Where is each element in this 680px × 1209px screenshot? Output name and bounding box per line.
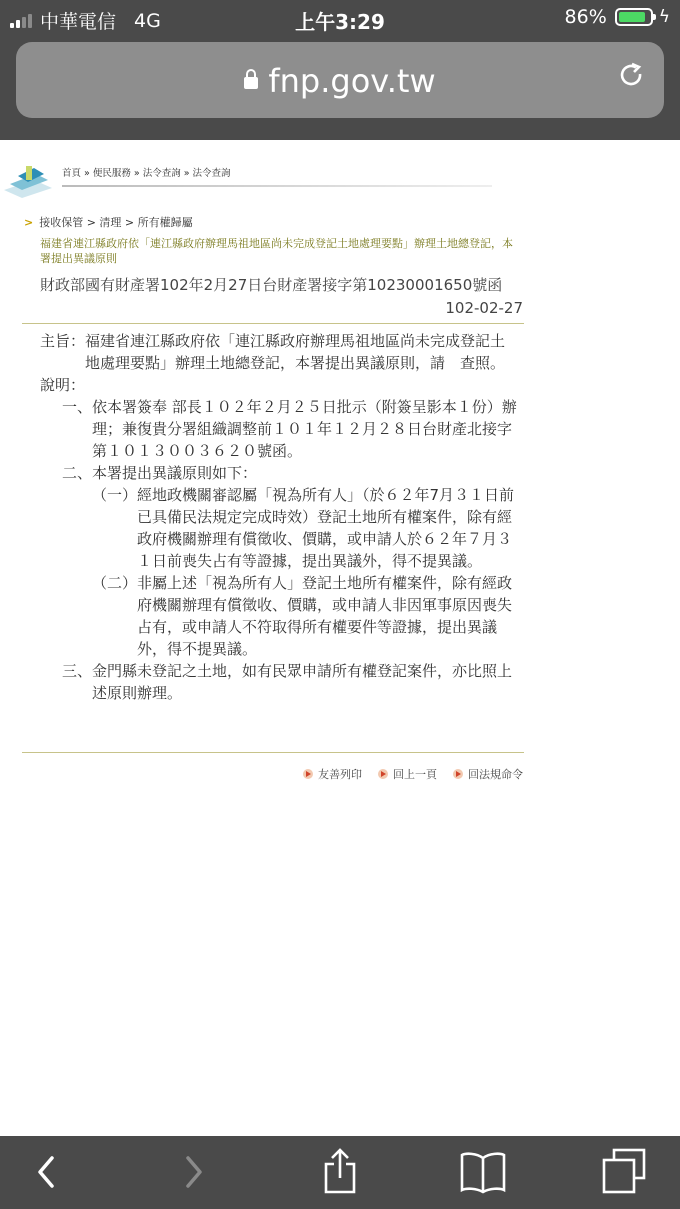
print-link-label: 友善列印 [318, 768, 362, 781]
url-display[interactable] [16, 62, 664, 100]
item-1 [40, 396, 520, 462]
explain-label: 說明： [40, 376, 86, 394]
item-number: 三、 [62, 662, 93, 680]
subject-row [40, 330, 520, 374]
return-link-label: 回法規命令 [468, 768, 523, 781]
bullet-icon [453, 769, 463, 779]
breadcrumb-text[interactable]: 接收保管 > 清理 > 所有權歸屬 [39, 216, 193, 229]
share-icon[interactable] [318, 1136, 362, 1209]
item-3 [40, 660, 520, 704]
browser-header [0, 36, 680, 140]
sub-item-text: 經地政機關審認屬「視為所有人」（於６２年7月３１日前已具備民法規定完成時效）登記土地所有權案件，除有經政府機關辦理有償徵收、價購，或申請人於６２年７月３１日前喪失占有等證據，提出異議外，得不提異議。 [137, 486, 515, 570]
sub-item-number: （一） [92, 486, 138, 504]
bullet-icon [378, 769, 388, 779]
item-number: 二、 [62, 464, 93, 482]
subject-label: 主旨： [40, 332, 86, 350]
document-date: 102-02-27 [445, 299, 523, 317]
footer-links [303, 766, 523, 782]
tabs-icon[interactable] [598, 1136, 650, 1209]
page-title: 福建省連江縣政府依「連江縣政府辦理馬祖地區尚未完成登記土地處理要點」辦理土地總登記，本署提出異議原則 [40, 237, 513, 265]
item-text: 金門縣未登記之土地，如有民眾申請所有權登記案件，亦比照上述原則辦理。 [92, 662, 513, 702]
charging-icon: ϟ [658, 7, 670, 27]
lock-icon [244, 77, 258, 89]
status-right [565, 6, 670, 28]
arrow-icon: > [24, 216, 34, 229]
clock: 上午3:29 [295, 10, 385, 34]
document-body [40, 330, 520, 704]
item-number: 一、 [62, 398, 93, 416]
book-icon[interactable] [458, 1136, 508, 1209]
back-link[interactable] [378, 766, 437, 782]
battery-icon [615, 8, 653, 26]
return-link[interactable] [453, 766, 523, 782]
print-link[interactable] [303, 766, 362, 782]
divider-bottom [22, 752, 524, 753]
chevron-right-icon[interactable] [176, 1136, 212, 1209]
url-text: fnp.gov.tw [268, 62, 436, 100]
item-2 [40, 462, 520, 484]
chevron-left-icon[interactable] [28, 1136, 64, 1209]
divider-top [22, 323, 524, 324]
battery-percent: 86% [564, 6, 607, 28]
subject-text: 福建省連江縣政府依「連江縣政府辦理馬祖地區尚未完成登記土地處理要點」辦理土地總登記，本署提出異議原則，請 查照。 [85, 332, 506, 372]
reload-icon[interactable] [616, 60, 646, 98]
carrier-name: 中華電信 [40, 11, 117, 33]
sub-item-1 [40, 484, 520, 572]
sub-item-2 [40, 572, 520, 660]
back-link-label: 回上一頁 [393, 768, 437, 781]
bullet-icon [303, 769, 313, 779]
network-type: 4G [134, 9, 161, 32]
address-bar[interactable] [16, 42, 664, 118]
breadcrumb [24, 214, 193, 230]
status-bar [0, 0, 680, 36]
top-nav-breadcrumb[interactable]: 首頁 » 便民服務 » 法令查詢 » 法令查詢 [62, 168, 231, 179]
item-text: 依本署簽奉 部長１０２年２月２５日批示（附簽呈影本１份）辦理；兼復貴分署組織調整前１０１年１２月２８日台財產北接字第１０１３００３６２０號函。 [92, 398, 517, 460]
browser-toolbar [0, 1136, 680, 1209]
item-text: 本署提出異議原則如下： [92, 464, 258, 482]
nav-divider [62, 185, 492, 187]
sub-item-number: （二） [92, 574, 138, 592]
sub-item-text: 非屬上述「視為所有人」登記土地所有權案件，除有經政府機關辦理有償徵收、價購，或申請人非因軍事原因喪失占有，或申請人不符取得所有權要件等證據，提出異議外，得不提異議。 [137, 574, 513, 658]
site-logo [0, 162, 56, 202]
web-content [0, 140, 680, 1136]
document-number: 財政部國有財產署102年2月27日台財產署接字第10230001650號函 [40, 276, 503, 294]
